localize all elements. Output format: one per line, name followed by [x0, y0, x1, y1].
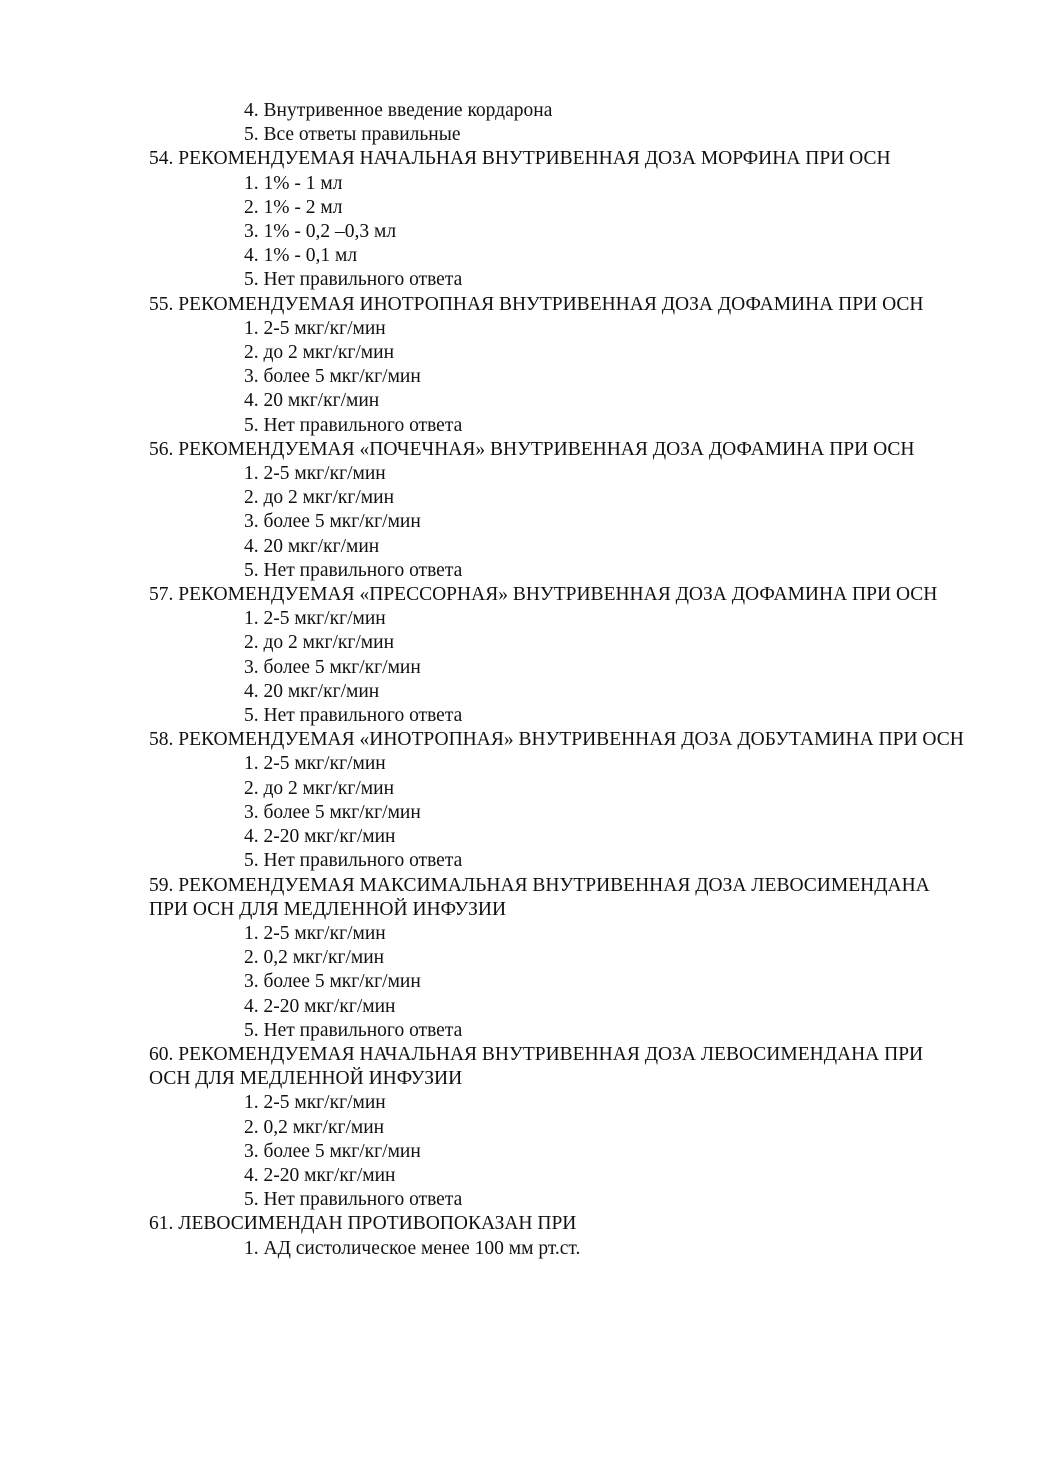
- answer-option: 2. до 2 мкг/кг/мин: [244, 487, 395, 509]
- answer-option: 3. более 5 мкг/кг/мин: [244, 511, 421, 533]
- question-58: [149, 728, 969, 873]
- question-61: [149, 1212, 969, 1260]
- answer-option: 2. до 2 мкг/кг/мин: [244, 632, 395, 654]
- question-55: [149, 293, 969, 438]
- question-title: 54. РЕКОМЕНДУЕМАЯ НАЧАЛЬНАЯ ВНУТРИВЕННАЯ ДОЗА МОРФИНА ПРИ ОСН: [149, 148, 891, 170]
- document-content: [149, 99, 969, 1261]
- question-title: 59. РЕКОМЕНДУЕМАЯ МАКСИМАЛЬНАЯ ВНУТРИВЕННАЯ ДОЗА ЛЕВОСИМЕНДАНА ПРИ ОСН ДЛЯ МЕДЛЕННОЙ ИНФУЗИИ: [149, 874, 930, 920]
- question-title: 57. РЕКОМЕНДУЕМАЯ «ПРЕССОРНАЯ» ВНУТРИВЕННАЯ ДОЗА ДОФАМИНА ПРИ ОСН: [149, 584, 938, 606]
- answer-option: 1. 2-5 мкг/кг/мин: [244, 922, 386, 944]
- answer-list: [149, 1091, 969, 1212]
- answer-option: 5. Нет правильного ответа: [244, 414, 463, 436]
- answer-list: [149, 752, 969, 873]
- answer-option: 5. Все ответы правильные: [244, 124, 461, 146]
- answer-option: 3. 1% - 0,2 –0,3 мл: [244, 221, 397, 243]
- answer-option: 1. 2-5 мкг/кг/мин: [244, 608, 386, 630]
- answer-option: 3. более 5 мкг/кг/мин: [244, 971, 421, 993]
- answer-list: [149, 462, 969, 583]
- answer-option: 5. Нет правильного ответа: [244, 269, 463, 291]
- answer-option: 4. 2-20 мкг/кг/мин: [244, 995, 396, 1017]
- question-54: [149, 147, 969, 292]
- answer-list: [149, 607, 969, 728]
- answer-option: 1. 2-5 мкг/кг/мин: [244, 317, 386, 339]
- answer-option: 3. более 5 мкг/кг/мин: [244, 801, 421, 823]
- answer-option: 4. 1% - 0,1 мл: [244, 245, 358, 267]
- question-title: 55. РЕКОМЕНДУЕМАЯ ИНОТРОПНАЯ ВНУТРИВЕННАЯ ДОЗА ДОФАМИНА ПРИ ОСН: [149, 293, 924, 315]
- question-57: [149, 583, 969, 728]
- answer-option: 3. более 5 мкг/кг/мин: [244, 366, 421, 388]
- answer-option: 2. до 2 мкг/кг/мин: [244, 777, 395, 799]
- answer-option: 5. Нет правильного ответа: [244, 1189, 463, 1211]
- answer-option: 5. Нет правильного ответа: [244, 559, 463, 581]
- answer-option: 1. АД систолическое менее 100 мм рт.ст.: [244, 1237, 581, 1259]
- answer-list: [149, 172, 969, 293]
- answer-option: 1. 2-5 мкг/кг/мин: [244, 463, 386, 485]
- question-56: [149, 438, 969, 583]
- answer-option: 2. 1% - 2 мл: [244, 196, 343, 218]
- answer-option: 4. 20 мкг/кг/мин: [244, 535, 380, 557]
- answer-option: 4. 20 мкг/кг/мин: [244, 680, 380, 702]
- question-59: [149, 874, 969, 1043]
- answer-option: 4. Внутривенное введение кордарона: [244, 100, 553, 121]
- leading-answer-list: [149, 99, 969, 147]
- question-title: 61. ЛЕВОСИМЕНДАН ПРОТИВОПОКАЗАН ПРИ: [149, 1213, 577, 1235]
- question-title: 56. РЕКОМЕНДУЕМАЯ «ПОЧЕЧНАЯ» ВНУТРИВЕННАЯ ДОЗА ДОФАМИНА ПРИ ОСН: [149, 438, 915, 460]
- answer-option: 1. 1% - 1 мл: [244, 172, 343, 194]
- answer-option: 2. 0,2 мкг/кг/мин: [244, 1116, 385, 1138]
- answer-option: 5. Нет правильного ответа: [244, 850, 463, 872]
- answer-option: 1. 2-5 мкг/кг/мин: [244, 753, 386, 775]
- question-title: 60. РЕКОМЕНДУЕМАЯ НАЧАЛЬНАЯ ВНУТРИВЕННАЯ ДОЗА ЛЕВОСИМЕНДАНА ПРИ ОСН ДЛЯ МЕДЛЕННОЙ ИНФУЗИИ: [149, 1043, 924, 1090]
- answer-list: [149, 922, 969, 1043]
- answer-option: 1. 2-5 мкг/кг/мин: [244, 1092, 386, 1114]
- answer-option: 3. более 5 мкг/кг/мин: [244, 1140, 421, 1162]
- question-60: [149, 1043, 969, 1212]
- answer-option: 5. Нет правильного ответа: [244, 1019, 463, 1041]
- answer-option: 4. 2-20 мкг/кг/мин: [244, 826, 396, 848]
- answer-option: 4. 20 мкг/кг/мин: [244, 390, 380, 412]
- answer-option: 4. 2-20 мкг/кг/мин: [244, 1164, 396, 1186]
- question-title: 58. РЕКОМЕНДУЕМАЯ «ИНОТРОПНАЯ» ВНУТРИВЕННАЯ ДОЗА ДОБУТАМИНА ПРИ ОСН: [149, 729, 964, 751]
- answer-option: 3. более 5 мкг/кг/мин: [244, 656, 421, 678]
- answer-list: [149, 317, 969, 438]
- answer-list: [149, 1237, 969, 1261]
- answer-option: 2. 0,2 мкг/кг/мин: [244, 947, 385, 969]
- answer-option: 2. до 2 мкг/кг/мин: [244, 342, 395, 364]
- answer-option: 5. Нет правильного ответа: [244, 705, 463, 727]
